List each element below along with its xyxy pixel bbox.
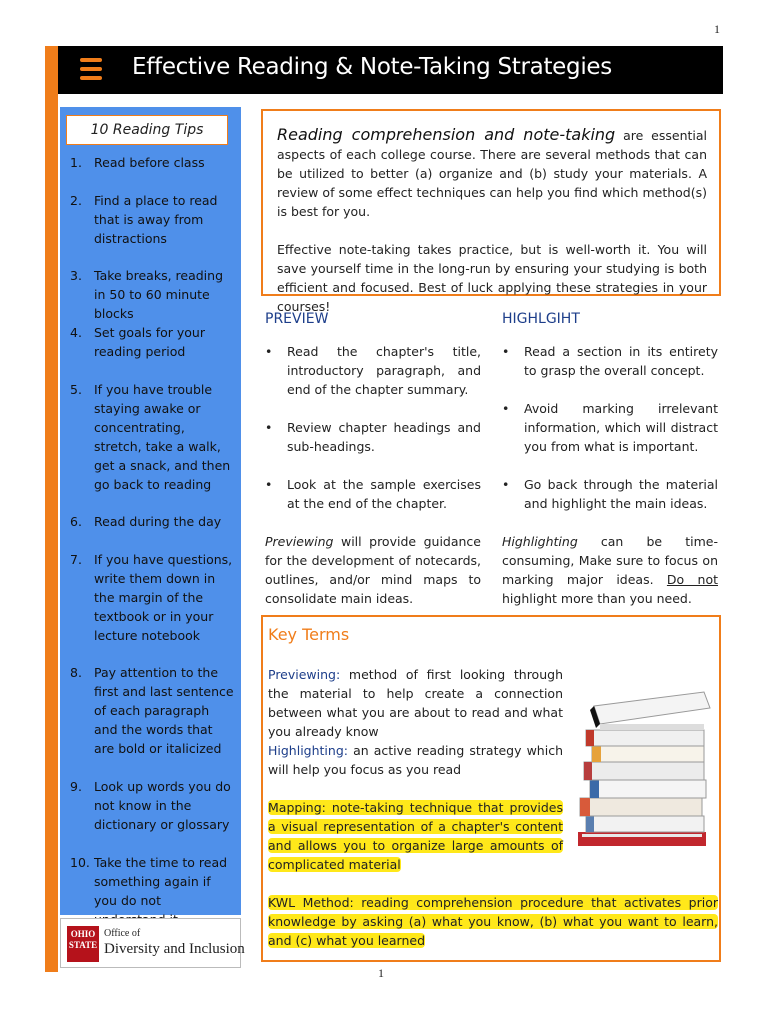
key-term-highlighting — [268, 741, 563, 779]
tip-number: 3. — [70, 268, 82, 283]
preview-bullet: • Look at the sample exercises at the end of the chapter. — [265, 475, 481, 513]
intro-paragraph-1 — [277, 125, 707, 221]
logo-office-of: Office of — [104, 928, 141, 939]
highlight-summary — [502, 532, 718, 608]
tip-text: Look up words you do not know in the dictionary or glossary — [94, 779, 231, 832]
term-definition: an active reading strategy which will help you focus as you read — [268, 743, 563, 777]
term-name: KWL Method: — [268, 895, 354, 910]
highlight-bullet: • Read a section in its entirety to grasp the overall concept. — [502, 342, 718, 380]
key-term-kwl — [268, 893, 718, 950]
preview-summary — [265, 532, 481, 608]
ohio-state-seal: OHIO STATE — [67, 926, 99, 962]
reading-tips-sidebar — [60, 107, 241, 915]
term-name: Previewing: — [268, 667, 341, 682]
highlight-bullet: • Avoid marking irrelevant information, which will distract you from what is important. — [502, 399, 718, 456]
tip-text: Find a place to read that is away from distractions — [94, 193, 218, 246]
hamburger-menu-icon — [80, 58, 102, 80]
tip-text: If you have trouble staying awake or concentrating, stretch, take a walk, get a snack, and then go back to reading — [94, 382, 231, 492]
tip-text: Read during the day — [94, 514, 222, 529]
term-highlight — [268, 895, 718, 948]
term-definition: method of first looking through the material to help create a connection between what you are about to read and what you already know — [268, 667, 563, 739]
stack-of-books-image — [572, 684, 714, 856]
tip-number: 8. — [70, 665, 82, 680]
preview-summary-text: will provide guidance for the development of notecards, outlines, and/or mind maps to consolidate main ideas. — [265, 534, 481, 606]
tip-text: If you have questions, write them down in the margin of the textbook or in your lecture notebook — [94, 552, 233, 643]
tip-number: 10. — [70, 855, 90, 870]
page-title: Effective Reading & Note-Taking Strategies — [132, 54, 612, 80]
tip-number: 4. — [70, 325, 82, 340]
key-terms-heading: Key Terms — [268, 625, 350, 644]
tip-text: Take the time to read something again if you do not — [94, 855, 228, 908]
intro-text: are essential aspects of each college course. There are several methods that can be utilized to better (a) organize and (b) study your materials. A review of some effect techniques can help you find which method(s) is best for you. — [277, 128, 708, 219]
highlight-summary-end: highlight more than you need. — [502, 591, 692, 606]
reading-tips-heading: 10 Reading Tips — [66, 115, 228, 145]
tip-text: Pay attention to the first and last sentence of each paragraph and the words that are bold or italicized — [94, 665, 234, 756]
tip-text: Set goals for your reading period — [94, 325, 205, 359]
preview-heading: PREVIEW — [265, 311, 329, 327]
title-bar — [58, 46, 723, 94]
term-definition: note-taking technique that provides a visual representation of a chapter's content and allows you to organize large amounts of complicated material — [268, 800, 563, 872]
logo-office-name: Diversity and Inclusion — [104, 941, 245, 957]
tip-number: 7. — [70, 552, 82, 567]
preview-section — [265, 310, 481, 608]
tip-number: 5. — [70, 382, 82, 397]
tip-number: 2. — [70, 193, 82, 208]
highlight-bullet: • Go back through the material and highlight the main ideas. — [502, 475, 718, 513]
tip-number: 1. — [70, 155, 82, 170]
page-number-bottom: 1 — [378, 966, 384, 980]
page-number-top: 1 — [714, 22, 720, 36]
tip-text: Take breaks, reading in 50 to 60 minute blocks — [94, 268, 224, 321]
tip-text: Read before class — [94, 155, 205, 170]
intro-lead: Reading comprehension and note-taking — [277, 125, 616, 144]
highlight-heading: HIGHLGIHT — [502, 311, 580, 327]
intro-paragraph-2: Effective note-taking takes practice, but is well-worth it. You will save yourself time in the long-run by ensuring your studying is both efficient and focused. Best of luck applying these strategies in your courses! — [277, 242, 707, 314]
preview-bullet: • Review chapter headings and sub-headings. — [265, 418, 481, 456]
left-accent-strip — [45, 46, 58, 972]
preview-bullet: • Read the chapter's title, introductory paragraph, and end of the chapter summary. — [265, 342, 481, 399]
key-term-previewing — [268, 665, 563, 741]
term-name: Highlighting: — [268, 743, 348, 758]
osu-diversity-logo — [60, 918, 245, 968]
intro-box — [261, 109, 721, 314]
highlight-summary-underlined: Do not — [666, 572, 718, 587]
key-term-mapping — [268, 798, 563, 874]
tip-number: 6. — [70, 514, 82, 529]
preview-summary-lead: Previewing — [265, 534, 334, 549]
term-definition: reading comprehension procedure that activates prior knowledge by asking (a) what you know, (b) what you want to learn, and (c) what you learned — [268, 895, 718, 948]
highlight-summary-text: can be time-consuming, Make sure to focus on marking major ideas. — [502, 534, 718, 587]
highlight-section — [502, 310, 718, 608]
term-name: Mapping: — [268, 800, 326, 815]
highlight-summary-lead: Highlighting — [502, 534, 578, 549]
tip-number: 9. — [70, 779, 82, 794]
term-highlight — [268, 800, 563, 872]
